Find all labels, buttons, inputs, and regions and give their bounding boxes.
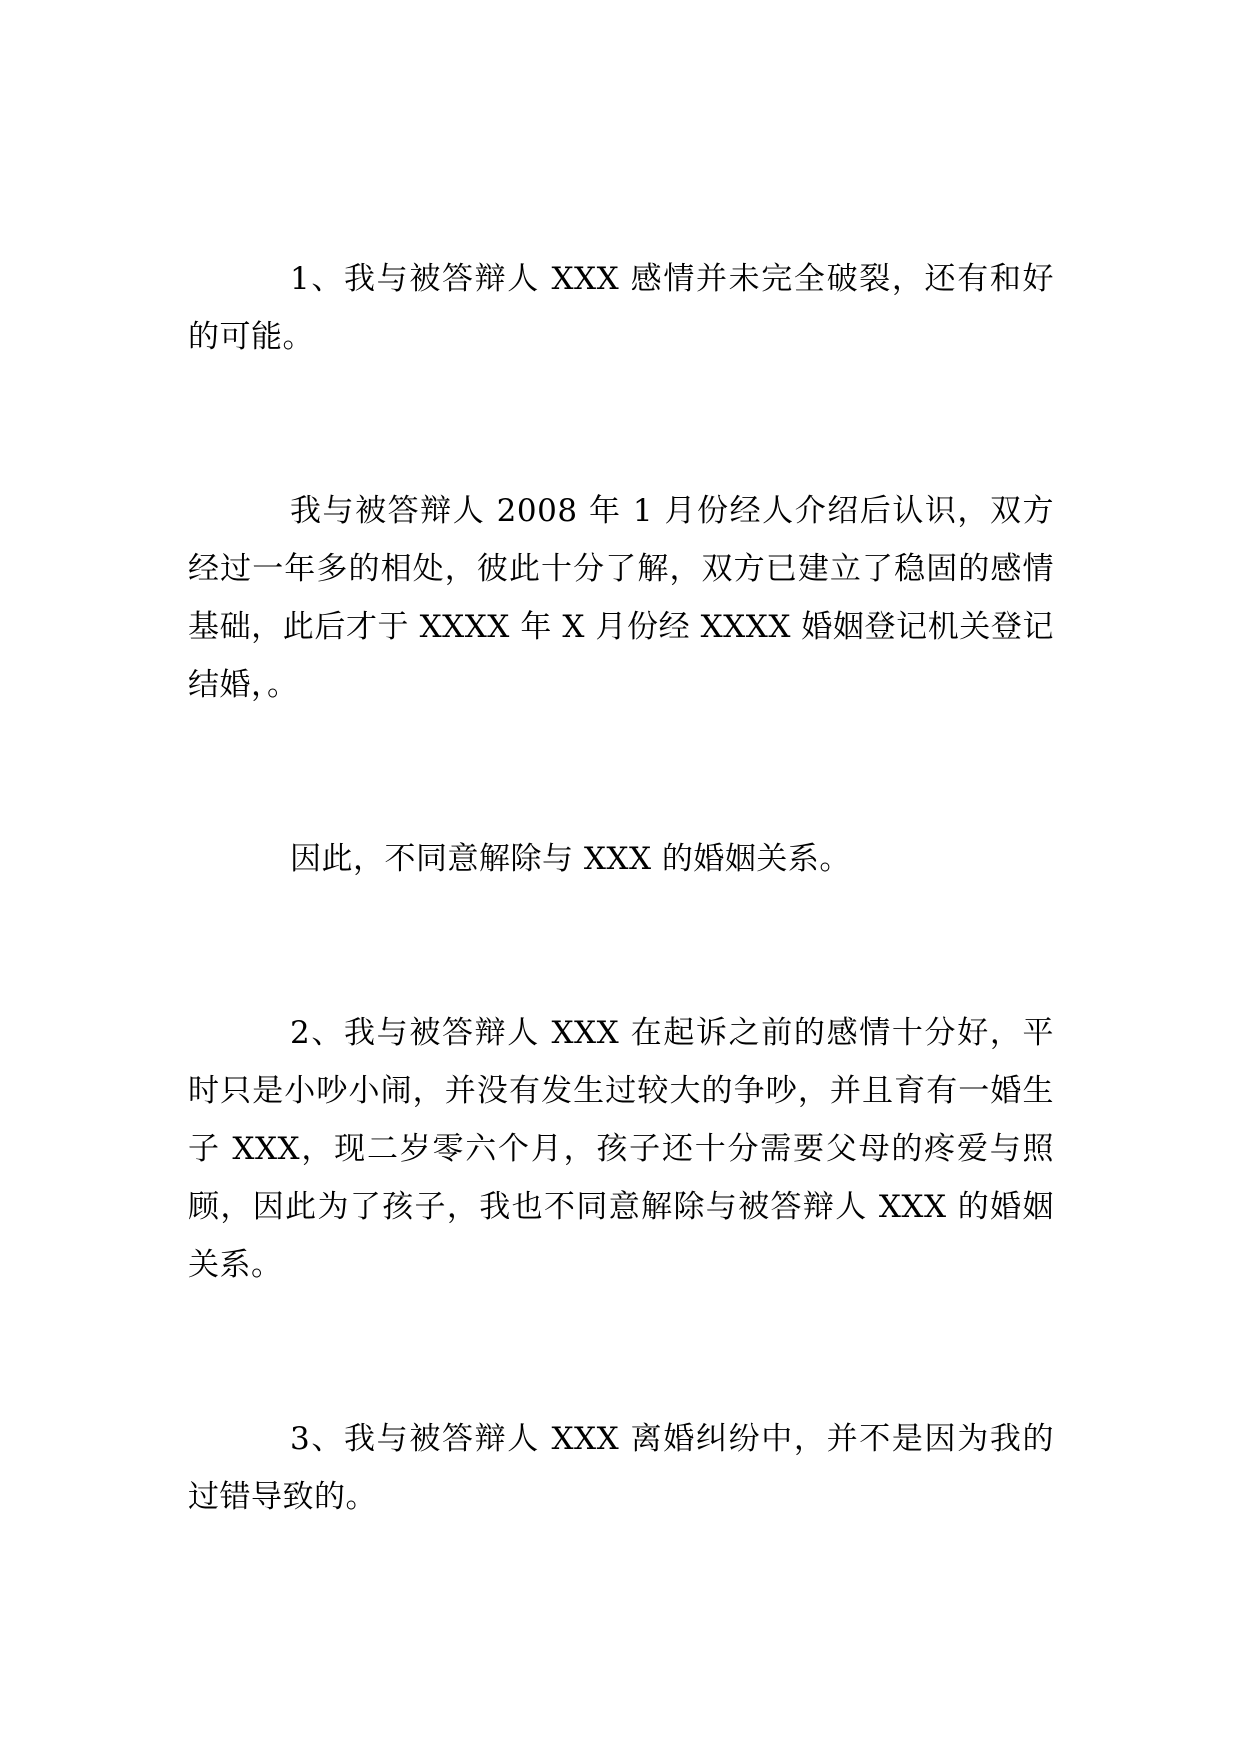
- paragraph-5: 3、我与被答辩人 XXX 离婚纠纷中，并不是因为我的过错导致的。: [188, 1421, 1054, 1515]
- document-body: [188, 250, 1054, 1526]
- paragraph-1: 1、我与被答辩人 XXX 感情并未完全破裂，还有和好的可能。: [188, 261, 1054, 355]
- paragraph-4: 2、我与被答辩人 XXX 在起诉之前的感情十分好，平时只是小吵小闹，并没有发生过较大的争吵，并且育有一婚生子 XXX，现二岁零六个月，孩子还十分需要父母的疼爱与照顾，因此为了孩子，我也不同意解除与被答辩人 XXX 的婚姻关系。: [188, 1015, 1054, 1283]
- paragraph-3: 因此，不同意解除与 XXX 的婚姻关系。: [290, 841, 851, 877]
- paragraph-2: 我与被答辩人 2008 年 1 月份经人介绍后认识，双方经过一年多的相处，彼此十分了解，双方已建立了稳固的感情基础，此后才于 XXXX 年 X 月份经 XXXX 婚姻登记机关登记结婚，。: [188, 493, 1054, 703]
